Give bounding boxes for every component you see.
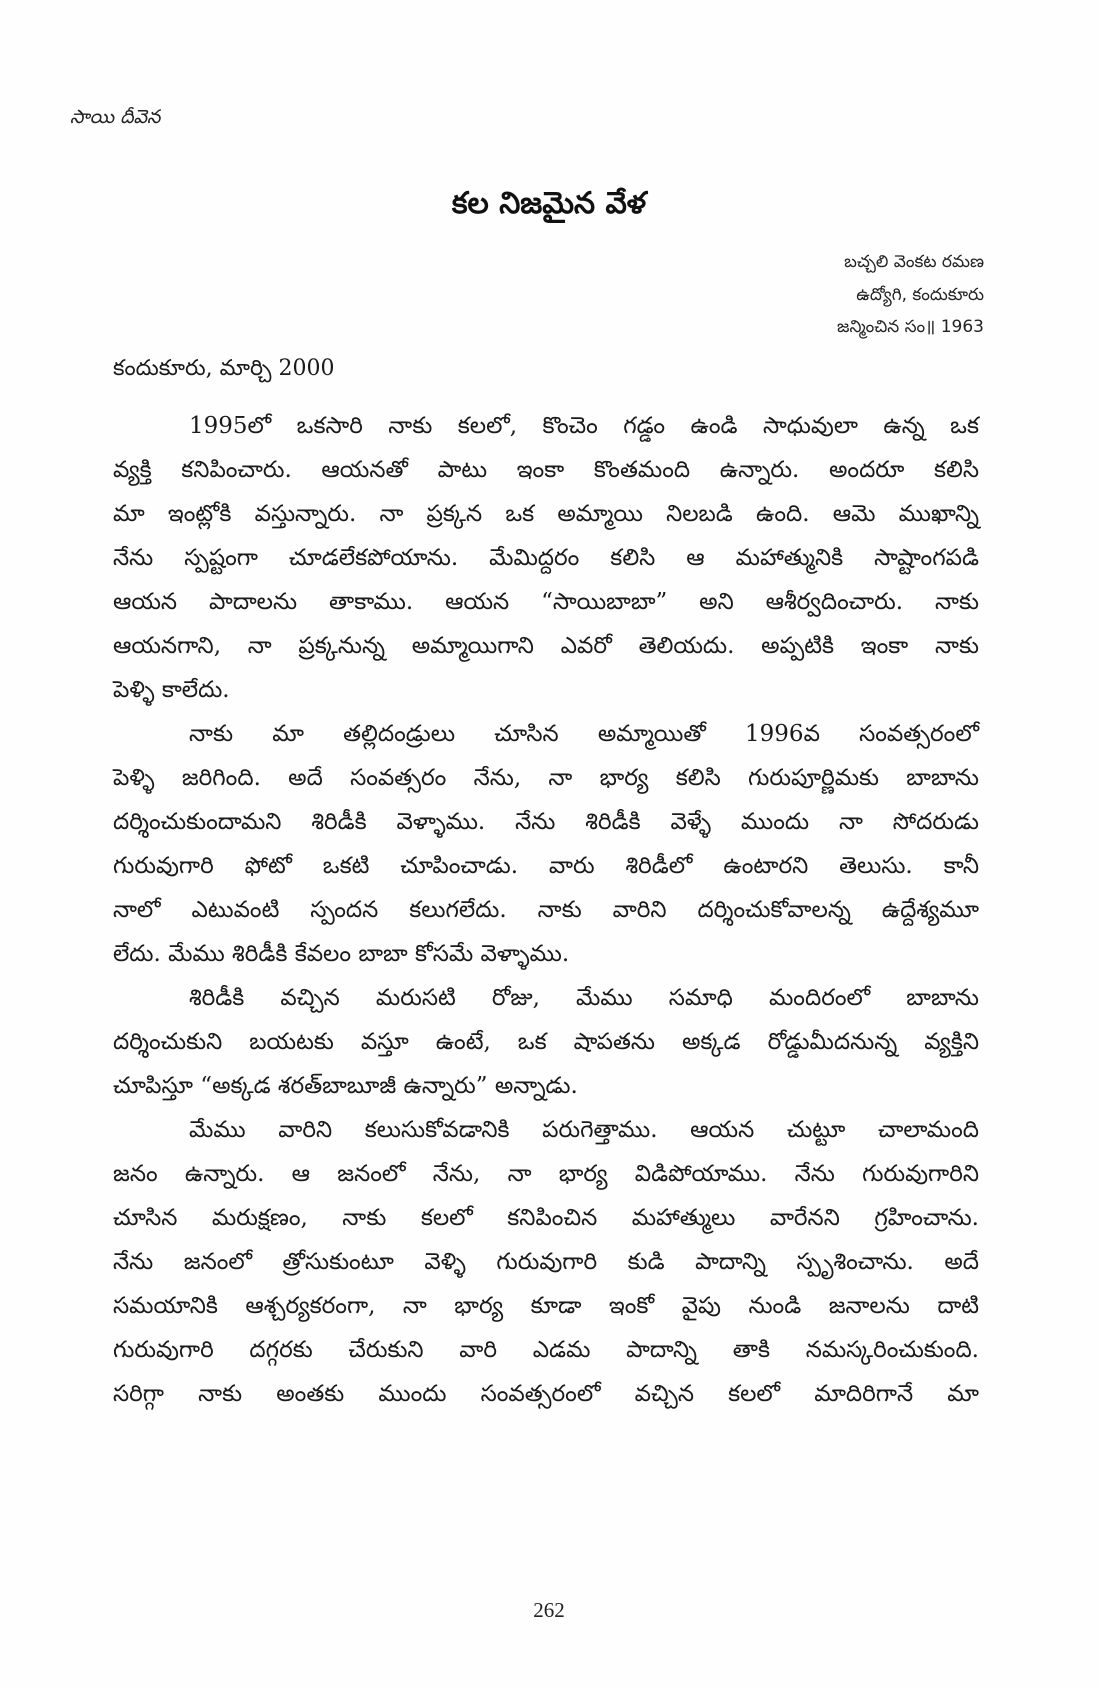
body-line: చూపిస్తూ “అక్కడ శరత్‌బాబూజీ ఉన్నారు” అన్నాడు. xyxy=(113,1073,578,1099)
body-line: చూసిన మరుక్షణం, నాకు కలలో కనిపించిన మహాత్ములు వారేనని గ్రహించాను. xyxy=(113,1205,979,1231)
body-line: 1995లో ఒకసారి నాకు కలలో, కొంచెం గడ్డం ఉండి సాధువులా ఉన్న ఒక xyxy=(189,413,979,439)
author-name: బచ్చలి వెంకట రమణ xyxy=(844,252,984,272)
page-number: 262 xyxy=(533,1598,565,1622)
body-line: లేదు. మేము శిరిడీకి కేవలం బాబా కోసమే వెళ్ళాము. xyxy=(113,941,570,967)
author-birth-year: జన్మించిన సం॥ 1963 xyxy=(837,317,984,337)
body-line: జనం ఉన్నారు. ఆ జనంలో నేను, నా భార్య విడిపోయాము. నేను గురువుగారిని xyxy=(113,1161,979,1187)
running-head: సాయి దీవెన xyxy=(70,106,161,128)
body-line: నాలో ఎటువంటి స్పందన కలుగలేదు. నాకు వారిని దర్శించుకోవాలన్న ఉద్దేశ్యమూ xyxy=(113,897,979,923)
body-line: దర్శించుకుందామని శిరిడీకి వెళ్ళాము. నేను శిరిడీకి వెళ్ళే ముందు నా సోదరుడు xyxy=(113,809,979,835)
body-line: నేను జనంలో త్రోసుకుంటూ వెళ్ళి గురువుగారి కుడి పాదాన్ని స్పృశించాను. అదే xyxy=(113,1249,979,1275)
body-line: సమయానికి ఆశ్చర్యకరంగా, నా భార్య కూడా ఇంకో వైపు నుండి జనాలను దాటి xyxy=(113,1293,979,1319)
body-line: గురువుగారి దగ్గరకు చేరుకుని వారి ఎడమ పాదాన్ని తాకి నమస్కరించుకుంది. xyxy=(113,1337,979,1363)
body-line: పెళ్ళి జరిగింది. అదే సంవత్సరం నేను, నా భార్య కలిసి గురుపూర్ణిమకు బాబాను xyxy=(113,765,979,791)
body-line: ఆయనగాని, నా ప్రక్కనున్న అమ్మాయిగాని ఎవరో తెలియదు. అప్పటికి ఇంకా నాకు xyxy=(113,633,979,659)
body-line: నేను స్పష్టంగా చూడలేకపోయాను. మేమిద్దరం కలిసి ఆ మహాత్మునికి సాష్టాంగపడి xyxy=(113,545,979,571)
body-line: మా ఇంట్లోకి వస్తున్నారు. నా ప్రక్కన ఒక అమ్మాయి నిలబడి ఉంది. ఆమె ముఖాన్ని xyxy=(113,501,979,527)
body-line: మేము వారిని కలుసుకోవడానికి పరుగెత్తాము. ఆయన చుట్టూ చాలామంది xyxy=(189,1117,979,1143)
body-line: సరిగ్గా నాకు అంతకు ముందు సంవత్సరంలో వచ్చిన కలలో మాదిరిగానే మా xyxy=(113,1381,979,1407)
body-line: దర్శించుకుని బయటకు వస్తూ ఉంటే, ఒక షాపతను అక్కడ రోడ్డుమీదనున్న వ్యక్తిని xyxy=(113,1029,979,1055)
author-occupation: ఉద్యోగి, కందుకూరు xyxy=(856,285,984,305)
article-title: కల నిజమైన వేళ xyxy=(451,186,647,221)
body-line: వ్యక్తి కనిపించారు. ఆయనతో పాటు ఇంకా కొంతమంది ఉన్నారు. అందరూ కలిసి xyxy=(113,457,979,483)
place-date: కందుకూరు, మార్చి 2000 xyxy=(113,356,335,381)
body-line: నాకు మా తల్లిదండ్రులు చూసిన అమ్మాయితో 1996వ సంవత్సరంలో xyxy=(189,721,979,747)
body-line: గురువుగారి ఫోటో ఒకటి చూపించాడు. వారు శిరిడీలో ఉంటారని తెలుసు. కానీ xyxy=(113,853,979,879)
body-line: ఆయన పాదాలను తాకాము. ఆయన “సాయిబాబా” అని ఆశీర్వదించారు. నాకు xyxy=(113,589,979,615)
body-line: పెళ్ళి కాలేదు. xyxy=(113,677,230,703)
body-line: శిరిడీకి వచ్చిన మరుసటి రోజు, మేము సమాధి మందిరంలో బాబాను xyxy=(189,985,979,1011)
